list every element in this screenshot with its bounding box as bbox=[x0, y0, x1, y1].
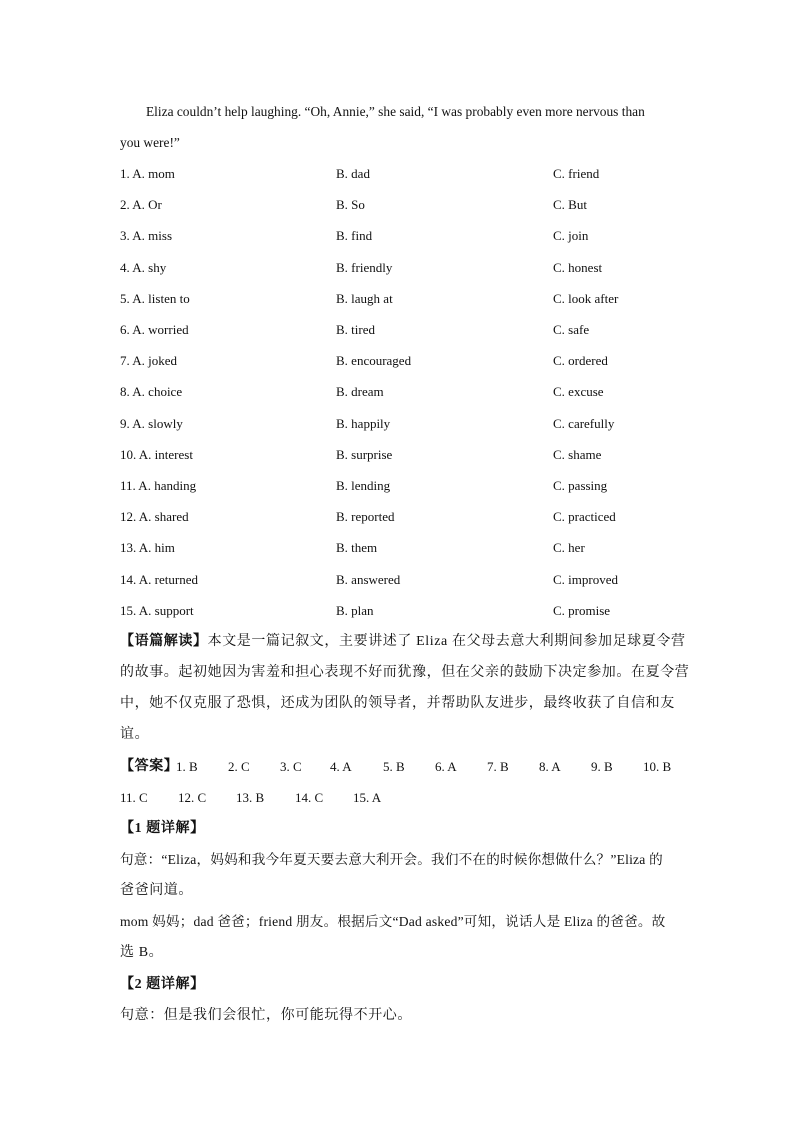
option-c: C. look after bbox=[553, 291, 619, 306]
option-b: B. plan bbox=[336, 603, 374, 618]
option-b: B. reported bbox=[336, 509, 395, 524]
option-b: B. tired bbox=[336, 322, 375, 337]
option-row bbox=[120, 507, 680, 527]
option-row bbox=[120, 351, 680, 371]
option-b: B. dream bbox=[336, 384, 384, 399]
option-c: C. passing bbox=[553, 478, 608, 493]
option-b: B. dad bbox=[336, 166, 370, 181]
option-a: 3. A. miss bbox=[120, 228, 173, 243]
option-b: B. laugh at bbox=[336, 291, 393, 306]
option-row bbox=[120, 226, 680, 246]
option-c: C. honest bbox=[553, 260, 603, 275]
option-c: C. shame bbox=[553, 447, 602, 462]
option-a: 5. A. listen to bbox=[120, 291, 190, 306]
option-a: 15. A. support bbox=[120, 603, 194, 618]
passage-line-1: Eliza couldn’t help laughing. “Oh, Annie,” she said, “I was probably even more nervous than bbox=[146, 104, 645, 119]
answer-item: 10. B bbox=[643, 759, 672, 774]
answer-item: 3. C bbox=[280, 759, 302, 774]
option-b: B. answered bbox=[336, 572, 401, 587]
answer-item: 6. A bbox=[435, 759, 457, 774]
answer-item: 7. B bbox=[487, 759, 509, 774]
option-row bbox=[120, 258, 680, 278]
option-c: C. promise bbox=[553, 603, 611, 618]
option-c: C. join bbox=[553, 228, 589, 243]
option-row bbox=[120, 414, 680, 434]
detail-1-heading: 【1 题详解】 bbox=[120, 821, 205, 836]
answer-item: 9. B bbox=[591, 759, 613, 774]
answer-item: 14. C bbox=[295, 790, 324, 805]
detail-2-heading: 【2 题详解】 bbox=[120, 977, 205, 992]
option-a: 1. A. mom bbox=[120, 166, 175, 181]
option-c: C. improved bbox=[553, 572, 618, 587]
answers-label: 【答案】 bbox=[120, 759, 179, 774]
option-c: C. friend bbox=[553, 166, 600, 181]
passage-line-2: you were!” bbox=[120, 135, 180, 150]
answer-item: 1. B bbox=[176, 759, 198, 774]
option-a: 2. A. Or bbox=[120, 197, 162, 212]
option-b: B. them bbox=[336, 540, 378, 555]
answer-item: 11. C bbox=[120, 790, 148, 805]
detail-2-line-1: 句意：但是我们会很忙，你可能玩得不开心。 bbox=[120, 1008, 412, 1023]
option-row bbox=[120, 195, 680, 215]
interpretation-label: 【语篇解读】 bbox=[120, 634, 208, 649]
option-a: 13. A. him bbox=[120, 540, 175, 555]
option-row bbox=[120, 445, 680, 465]
option-a: 12. A. shared bbox=[120, 509, 189, 524]
option-a: 7. A. joked bbox=[120, 353, 178, 368]
detail-1-line-4: 选 B。 bbox=[120, 945, 164, 960]
answer-item: 15. A bbox=[353, 790, 382, 805]
detail-1-line-2: 爸爸问道。 bbox=[120, 883, 193, 898]
answer-item: 13. B bbox=[236, 790, 265, 805]
detail-1-line-3: mom 妈妈；dad 爸爸；friend 朋友。根据后文“Dad asked”可知，说话人是 Eliza 的爸爸。故 bbox=[120, 914, 666, 929]
answer-item: 12. C bbox=[178, 790, 207, 805]
option-c: C. practiced bbox=[553, 509, 616, 524]
option-row bbox=[120, 570, 680, 590]
option-row bbox=[120, 476, 680, 496]
option-row bbox=[120, 382, 680, 402]
option-c: C. But bbox=[553, 197, 587, 212]
option-c: C. her bbox=[553, 540, 585, 555]
option-row bbox=[120, 320, 680, 340]
option-a: 14. A. returned bbox=[120, 572, 198, 587]
option-c: C. excuse bbox=[553, 384, 604, 399]
interpretation-line-4: 谊。 bbox=[120, 727, 150, 742]
option-row bbox=[120, 164, 680, 184]
answer-item: 5. B bbox=[383, 759, 405, 774]
option-a: 10. A. interest bbox=[120, 447, 193, 462]
option-b: B. So bbox=[336, 197, 365, 212]
detail-1-line-1: 句意：“Eliza，妈妈和我今年夏天要去意大利开会。我们不在的时候你想做什么？”Eliza 的 bbox=[120, 852, 663, 867]
option-b: B. find bbox=[336, 228, 373, 243]
interpretation-line-3: 中，她不仅克服了恐惧，还成为团队的领导者，并帮助队友进步，最终收获了自信和友 bbox=[120, 696, 675, 711]
answer-item: 2. C bbox=[228, 759, 250, 774]
option-row bbox=[120, 538, 680, 558]
option-b: B. lending bbox=[336, 478, 391, 493]
option-a: 11. A. handing bbox=[120, 478, 197, 493]
option-b: B. surprise bbox=[336, 447, 393, 462]
option-b: B. encouraged bbox=[336, 353, 412, 368]
answer-item: 4. A bbox=[330, 759, 352, 774]
option-c: C. ordered bbox=[553, 353, 608, 368]
option-row bbox=[120, 601, 680, 621]
option-a: 9. A. slowly bbox=[120, 416, 183, 431]
option-a: 6. A. worried bbox=[120, 322, 189, 337]
option-c: C. safe bbox=[553, 322, 590, 337]
option-c: C. carefully bbox=[553, 416, 615, 431]
interpretation-line-1: 【语篇解读】本文是一篇记叙文，主要讲述了 Eliza 在父母去意大利期间参加足球夏令营 bbox=[120, 634, 686, 649]
answer-item: 8. A bbox=[539, 759, 561, 774]
interpretation-line-2: 的故事。起初她因为害羞和担心表现不好而犹豫，但在父亲的鼓励下决定参加。在夏令营 bbox=[120, 665, 690, 680]
option-b: B. friendly bbox=[336, 260, 393, 275]
option-b: B. happily bbox=[336, 416, 391, 431]
option-row bbox=[120, 289, 680, 309]
option-a: 8. A. choice bbox=[120, 384, 183, 399]
option-a: 4. A. shy bbox=[120, 260, 167, 275]
